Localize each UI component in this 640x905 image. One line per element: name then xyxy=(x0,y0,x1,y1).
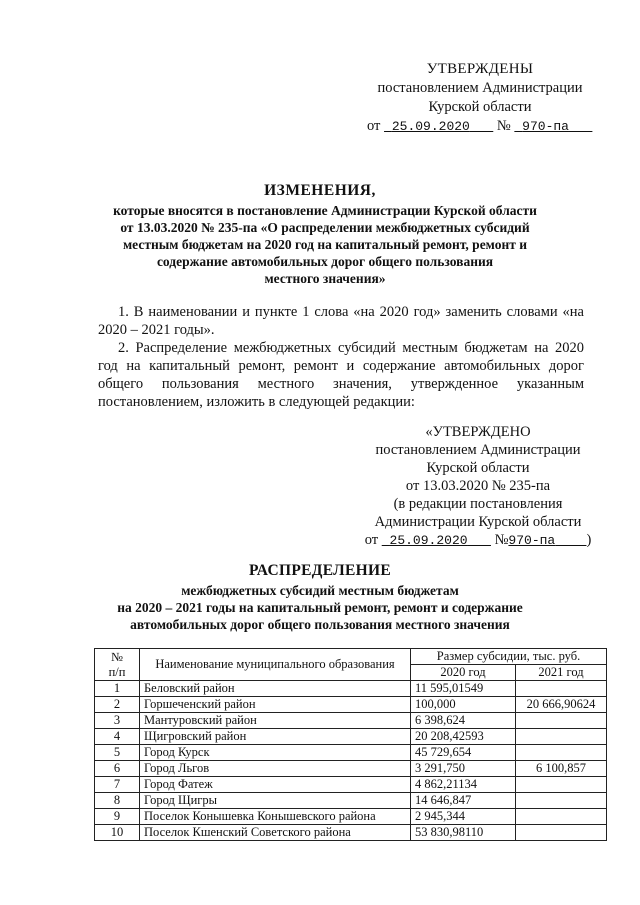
row-2020: 53 830,98110 xyxy=(411,825,516,841)
approval-block xyxy=(355,60,605,136)
approval2-date-line xyxy=(350,531,606,550)
approval-date-prefix: от xyxy=(367,118,381,134)
approval2-number-prefix: № xyxy=(494,532,509,548)
table-row xyxy=(95,713,607,729)
header-amount: Размер субсидии, тыс. руб. xyxy=(411,649,607,665)
row-2021 xyxy=(516,713,607,729)
row-name: Город Льгов xyxy=(140,761,411,777)
row-num: 9 xyxy=(95,809,140,825)
table-header-row xyxy=(95,649,607,665)
row-num: 7 xyxy=(95,777,140,793)
approval2-line-2: Курской области xyxy=(426,460,530,476)
approval2-title: «УТВЕРЖДЕНО xyxy=(425,424,531,440)
table-row xyxy=(95,681,607,697)
row-name: Мантуровский район xyxy=(140,713,411,729)
row-num: 3 xyxy=(95,713,140,729)
row-2021 xyxy=(516,745,607,761)
row-num: 2 xyxy=(95,697,140,713)
row-name: Город Фатеж xyxy=(140,777,411,793)
table-row xyxy=(95,745,607,761)
approval2-line-3: от 13.03.2020 № 235-па xyxy=(405,478,551,494)
header-2021: 2021 год xyxy=(516,665,607,681)
approval-block-2 xyxy=(350,423,606,550)
row-name: Горшеченский район xyxy=(140,697,411,713)
paragraph-1: 1. В наименовании и пункте 1 слова «на 2020 год» заменить словами «на 2020 – 2021 годы». xyxy=(98,304,584,338)
row-2020: 100,000 xyxy=(411,697,516,713)
table-row xyxy=(95,825,607,841)
approval2-line-5: Администрации Курской области xyxy=(374,514,582,530)
header-2020: 2020 год xyxy=(411,665,516,681)
distribution-subtitle-line: межбюджетных субсидий местным бюджетам xyxy=(181,583,459,598)
row-num: 10 xyxy=(95,825,140,841)
distribution-title: РАСПРЕДЕЛЕНИЕ xyxy=(249,562,391,579)
row-2020: 45 729,654 xyxy=(411,745,516,761)
table-row xyxy=(95,777,607,793)
row-name: Поселок Кшенский Советского района xyxy=(140,825,411,841)
row-num: 5 xyxy=(95,745,140,761)
approval2-line-1: постановлением Администрации xyxy=(375,442,581,458)
approval-number: 970-па xyxy=(522,119,569,134)
approval2-number: 970-па xyxy=(508,533,556,548)
changes-subtitle-line: содержание автомобильных дорог общего пользования xyxy=(156,254,494,269)
row-num: 4 xyxy=(95,729,140,745)
approval-number-prefix: № xyxy=(496,118,511,134)
row-num: 8 xyxy=(95,793,140,809)
row-name: Город Курск xyxy=(140,745,411,761)
table-row xyxy=(95,793,607,809)
row-num: 6 xyxy=(95,761,140,777)
changes-subtitle-line: местного значения» xyxy=(264,271,386,286)
row-2021 xyxy=(516,777,607,793)
paragraph-2: 2. Распределение межбюджетных субсидий местным бюджетам на 2020 год на капитальный ремонт, ремонт и содержание автомобильных дорог общего пользования местного значения, утвержденное указанным постановлением, изложить в следующей редакции: xyxy=(98,340,584,410)
row-name: Город Щигры xyxy=(140,793,411,809)
table-row xyxy=(95,729,607,745)
approval2-close: ) xyxy=(586,532,592,548)
table-row xyxy=(95,761,607,777)
approval2-line-4: (в редакции постановления xyxy=(393,496,563,512)
changes-subtitle-line: которые вносятся в постановление Администрации Курской области xyxy=(113,203,537,218)
row-2021: 6 100,857 xyxy=(516,761,607,777)
subsidy-table xyxy=(94,648,607,841)
row-2020: 4 862,21134 xyxy=(411,777,516,793)
row-2021 xyxy=(516,793,607,809)
changes-title: ИЗМЕНЕНИЯ, xyxy=(264,182,376,199)
distribution-subtitle xyxy=(80,582,560,633)
changes-subtitle xyxy=(88,202,562,287)
row-2020: 11 595,01549 xyxy=(411,681,516,697)
distribution-subtitle-line: на 2020 – 2021 годы на капитальный ремонт, ремонт и содержание xyxy=(117,600,523,615)
changes-subtitle-line: местным бюджетам на 2020 год на капитальный ремонт, ремонт и xyxy=(122,237,528,252)
row-2020: 3 291,750 xyxy=(411,761,516,777)
row-2021 xyxy=(516,729,607,745)
header-num: № п/п xyxy=(95,649,140,681)
row-2021: 20 666,90624 xyxy=(516,697,607,713)
approval-date: 25.09.2020 xyxy=(391,119,470,134)
approval-title: УТВЕРЖДЕНЫ xyxy=(426,61,534,77)
row-2020: 20 208,42593 xyxy=(411,729,516,745)
approval-line-1: постановлением Администрации xyxy=(377,80,583,96)
changes-subtitle-line: от 13.03.2020 № 235-па «О распределении межбюджетных субсидий xyxy=(120,220,530,235)
row-name: Поселок Конышевка Конышевского района xyxy=(140,809,411,825)
table-row xyxy=(95,809,607,825)
row-2020: 2 945,344 xyxy=(411,809,516,825)
approval-line-2: Курской области xyxy=(428,99,532,115)
header-name: Наименование муниципального образования xyxy=(140,649,411,681)
row-2021 xyxy=(516,809,607,825)
distribution-subtitle-line: автомобильных дорог общего пользования местного значения xyxy=(130,617,510,632)
row-2020: 14 646,847 xyxy=(411,793,516,809)
approval2-date: 25.09.2020 xyxy=(389,533,468,548)
row-name: Щигровский район xyxy=(140,729,411,745)
row-2021 xyxy=(516,825,607,841)
approval2-date-prefix: от xyxy=(364,532,379,548)
row-num: 1 xyxy=(95,681,140,697)
approval-date-line xyxy=(355,117,605,136)
row-2020: 6 398,624 xyxy=(411,713,516,729)
row-2021 xyxy=(516,681,607,697)
table-row xyxy=(95,697,607,713)
row-name: Беловский район xyxy=(140,681,411,697)
